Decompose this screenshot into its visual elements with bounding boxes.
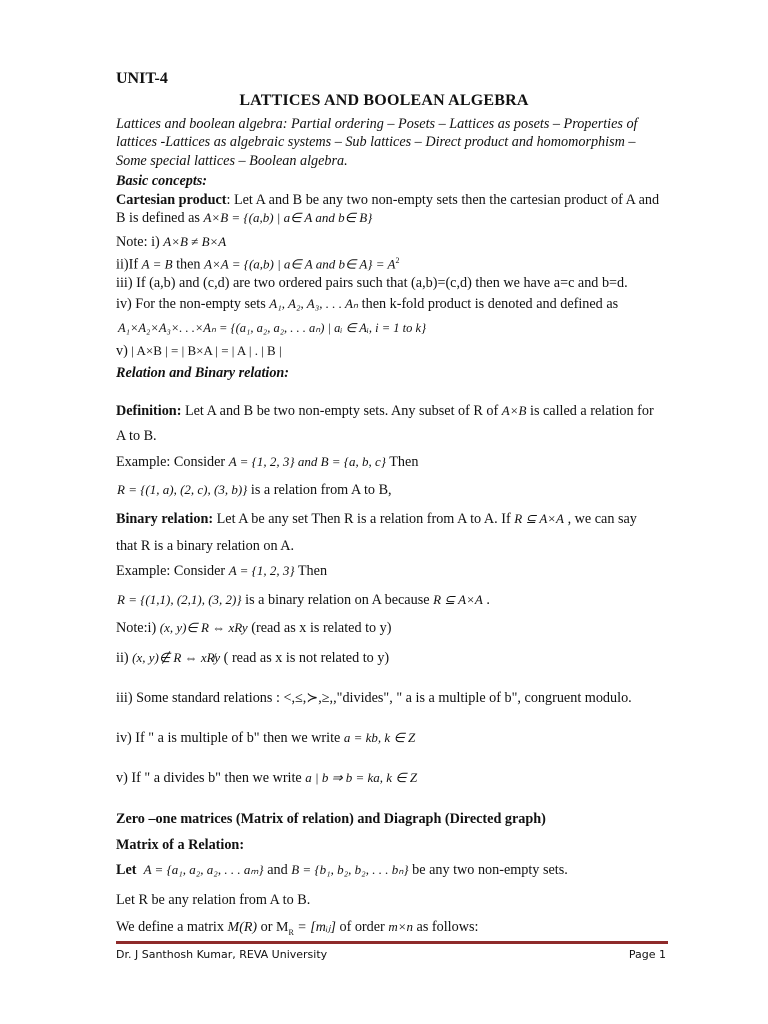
define-prefix: We define a matrix <box>116 919 228 935</box>
note-rel-ii-text: ( read as x is not related to y) <box>220 650 390 666</box>
intro-line-1: Lattices and boolean algebra: Partial ordering – Posets – Lattices as posets – Properties of <box>116 116 638 132</box>
example-2-math: A = {1, 2, 3} <box>228 563 295 578</box>
cartesian-text-1: : Let A and B be any two non-empty sets then the cartesian product of A and <box>226 192 660 208</box>
footer-rule <box>116 941 668 944</box>
cartesian-line-2 <box>116 209 372 227</box>
let-term: Let <box>116 862 137 878</box>
note-4 <box>116 295 618 313</box>
example-2-r-math2: R ⊆ A×A <box>433 592 483 607</box>
intro-line-3: Some special lattices – Boolean algebra. <box>116 153 348 169</box>
binary-text-2: , we can say <box>564 511 637 527</box>
example-2-r-end: . <box>482 592 490 608</box>
let-math-a: A = {a₁, a₂, a₂, . . . aₘ} <box>143 862 264 877</box>
note-rel-v-prefix: v) If " a divides b" then we write <box>116 770 306 786</box>
note-4-suffix: then k-fold product is denoted and defined as <box>358 296 619 312</box>
note-rel-ii <box>116 649 389 667</box>
definition-math: A×B <box>501 403 527 418</box>
relation-heading: Relation and Binary relation: <box>116 365 290 381</box>
note-rel-iv-prefix: iv) If " a is multiple of b" then we write <box>116 730 344 746</box>
footer-author: Dr. J Santhosh Kumar, REVA University <box>116 948 328 961</box>
definition-line-2: A to B. <box>116 428 157 444</box>
example-1-math: A = {1, 2, 3} and B = {a, b, c} <box>228 454 386 469</box>
note-5 <box>116 342 282 360</box>
binary-text-1: Let A be any set Then R is a relation from A to A. If <box>213 511 515 527</box>
note-4-formula: A₁×A₂×A₃×. . .×Aₙ = {(a₁, a₂, a₂, . . . aₙ) | aᵢ ∈ Aᵢ, i = 1 to k} <box>118 321 427 335</box>
definition-text-1: Let A and B be two non-empty sets. Any subset of R of <box>181 403 502 419</box>
note-rel-iv <box>116 729 415 747</box>
example-2-prefix: Example: Consider <box>116 563 229 579</box>
let-math-b: B = {b₁, b₂, b₂, . . . bₙ} <box>291 862 409 877</box>
example-1-suffix: Then <box>385 454 419 470</box>
note-4-prefix: iv) For the non-empty sets <box>116 296 270 312</box>
example-2-relation <box>117 591 490 609</box>
example-2-suffix: Then <box>294 563 328 579</box>
define-math-4: m×n <box>388 919 413 934</box>
define-math-1: M(R) <box>227 920 258 935</box>
note-rel-i <box>116 619 392 637</box>
let-r-line: Let R be any relation from A to B. <box>116 892 311 908</box>
let-line <box>116 861 568 879</box>
note-2-sup: 2 <box>395 256 400 265</box>
note-rel-iii: iii) Some standard relations : <,≤,≻,≥,,"divides", " a is a multiple of b", congruent modulo. <box>116 690 632 706</box>
basic-concepts-heading: Basic concepts: <box>116 173 208 189</box>
note-2-math: A×A = {(a,b) | a∈ A and b∈ A} = A <box>204 256 396 272</box>
let-text: be any two non-empty sets. <box>408 862 568 878</box>
define-math-2-sub: R <box>288 927 294 937</box>
binary-math: R ⊆ A×A <box>514 511 565 526</box>
cartesian-term: Cartesian product <box>116 192 227 208</box>
example-1-r-text: is a relation from A to B, <box>247 482 392 498</box>
example-1-r-math: R = {(1, a), (2, c), (3, b)} <box>117 482 248 497</box>
note-1 <box>116 233 226 251</box>
note-2-prefix: ii)If <box>116 256 142 273</box>
note-rel-i-math: (x, y)∈ R ⇔ xRy <box>159 620 248 635</box>
example-2-r-math: R = {(1,1), (2,1), (3, 2)} <box>117 592 242 607</box>
note-rel-iv-math: a = kb, k ∈ Z <box>343 730 416 745</box>
matrix-heading: Matrix of a Relation: <box>116 837 245 853</box>
note-1-math: A×B ≠ B×A <box>163 234 227 249</box>
define-math-2: M <box>276 920 289 935</box>
define-or: or <box>257 919 276 935</box>
note-3: iii) If (a,b) and (c,d) are two ordered pairs such that (a,b)=(c,d) then we have a=c and b=d. <box>116 275 628 291</box>
note-rel-i-prefix: Note:i) <box>116 620 160 636</box>
cartesian-line-1 <box>116 191 659 209</box>
cartesian-text-2: B is defined as <box>116 210 204 226</box>
note-2 <box>116 252 399 274</box>
note-rel-v <box>116 769 417 787</box>
let-and: and <box>263 862 292 878</box>
binary-line-1 <box>116 510 637 528</box>
note-5-prefix: v) <box>116 343 132 359</box>
definition-line-1 <box>116 402 654 420</box>
unit-label: UNIT-4 <box>116 70 168 87</box>
page-title: LATTICES AND BOOLEAN ALGEBRA <box>239 92 529 109</box>
binary-line-2: that R is a binary relation on A. <box>116 538 295 554</box>
note-2-then: then <box>172 256 205 273</box>
example-1 <box>116 453 418 471</box>
zero-one-heading: Zero –one matrices (Matrix of relation) and Diagraph (Directed graph) <box>116 811 546 827</box>
note-rel-ii-math: (x, y)∉ R ⇔ xR̸y <box>132 650 221 665</box>
definition-text-2: is called a relation for <box>526 403 654 419</box>
define-math-3: = [mᵢⱼ] <box>293 920 336 935</box>
binary-term: Binary relation: <box>116 511 214 527</box>
intro-line-2: lattices -Lattices as algebraic systems – Sub lattices – Direct product and homomorphism – <box>116 134 636 150</box>
note-rel-i-text: (read as x is related to y) <box>247 620 392 636</box>
note-1-prefix: Note: i) <box>116 234 164 250</box>
definition-term: Definition: <box>116 403 182 419</box>
note-2-cond: A = B <box>141 256 173 272</box>
note-rel-v-math: a | b ⇒ b = ka, k ∈ Z <box>305 770 418 785</box>
note-4-math: A₁, A₂, A₃, . . . Aₙ <box>269 296 359 311</box>
example-1-relation <box>117 481 392 499</box>
note-rel-ii-prefix: ii) <box>116 650 133 666</box>
footer-page: Page 1 <box>628 948 666 961</box>
define-of-order: of order <box>335 919 389 935</box>
define-suffix: as follows: <box>413 919 479 935</box>
note-5-math: | A×B | = | B×A | = | A | . | B | <box>131 343 282 358</box>
define-line <box>116 918 478 942</box>
example-2 <box>116 562 327 580</box>
example-1-prefix: Example: Consider <box>116 454 229 470</box>
cartesian-formula: A×B = {(a,b) | a∈ A and b∈ B} <box>203 210 373 225</box>
example-2-r-text: is a binary relation on A because <box>241 592 434 608</box>
